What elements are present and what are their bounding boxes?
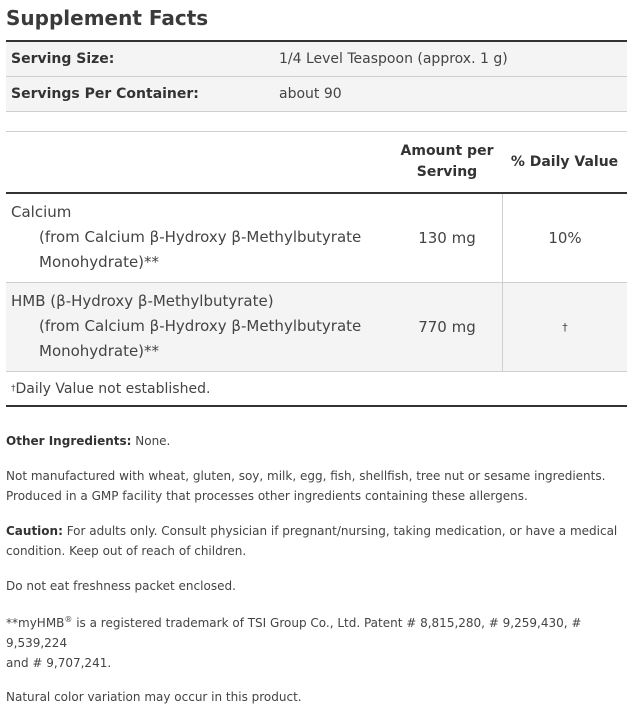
footnote-text: Daily Value not established. xyxy=(15,380,211,397)
daily-value-footnote xyxy=(6,372,627,407)
nutrient-source-line2: Monohydrate)** xyxy=(39,342,160,360)
nutrient-header-blank xyxy=(6,132,392,192)
servings-per-container-row xyxy=(6,77,627,112)
color-variation-note: Natural color variation may occur in this product. xyxy=(6,690,302,704)
allergen-statement xyxy=(6,466,627,506)
servings-per-container-value: about 90 xyxy=(279,86,342,102)
caution-statement xyxy=(6,521,627,561)
amount-per-serving-header xyxy=(392,132,502,192)
caution-line2: condition. Keep out of reach of children. xyxy=(6,544,247,558)
other-ingredients-label: Other Ingredients: xyxy=(6,434,132,448)
trademark-line2: and # 9,707,241. xyxy=(6,656,112,670)
caution-line1: For adults only. Consult physician if pregnant/nursing, taking medication, or have a medical xyxy=(62,524,618,538)
registered-mark: ® xyxy=(64,615,73,624)
other-ingredients xyxy=(6,431,627,451)
nutrient-row-hmb xyxy=(6,283,627,372)
nutrient-source-line2: Monohydrate)** xyxy=(39,253,160,271)
serving-size-value: 1/4 Level Teaspoon (approx. 1 g) xyxy=(279,51,508,67)
trademark-line1: is a registered trademark of TSI Group Co., Ltd. Patent # 8,815,280, # 9,259,430, # 9,539,224 xyxy=(6,616,582,650)
nutrient-source-line1: (from Calcium β-Hydroxy β-Methylbutyrate xyxy=(39,228,362,246)
servings-per-container-label: Servings Per Container: xyxy=(11,86,199,102)
nutrient-name: Calcium xyxy=(11,203,72,221)
section-spacer xyxy=(6,112,627,131)
nutrient-name-cell xyxy=(6,283,392,371)
caution-label: Caution: xyxy=(6,524,63,538)
other-ingredients-value: None. xyxy=(131,434,171,448)
trademark-prefix: **myHMB xyxy=(6,616,65,630)
serving-size-label: Serving Size: xyxy=(11,51,115,67)
serving-size-row xyxy=(6,42,627,77)
nutrient-amount: 130 mg xyxy=(392,194,503,282)
amount-header-line1: Amount per xyxy=(400,143,494,159)
amount-header-line2: Serving xyxy=(416,164,478,180)
supplement-facts-panel xyxy=(6,40,627,407)
trademark-statement xyxy=(6,610,627,673)
nutrient-row-calcium xyxy=(6,194,627,283)
nutrient-name-cell xyxy=(6,194,392,282)
nutrient-daily-value: 10% xyxy=(548,229,582,247)
nutrient-daily-value: † xyxy=(562,320,568,334)
daily-value-header: % Daily Value xyxy=(510,154,619,170)
nutrient-name: HMB (β-Hydroxy β-Methylbutyrate) xyxy=(11,292,274,310)
nutrient-amount: 770 mg xyxy=(392,283,503,371)
dagger-symbol: † xyxy=(11,383,16,394)
freshness-warning: Do not eat freshness packet enclosed. xyxy=(6,579,236,593)
page-title: Supplement Facts xyxy=(6,6,209,30)
nutrient-table-header xyxy=(6,131,627,194)
allergen-line1: Not manufactured with wheat, gluten, soy, milk, egg, fish, shellfish, tree nut or sesame ingredients. xyxy=(6,469,606,483)
nutrient-source-line1: (from Calcium β-Hydroxy β-Methylbutyrate xyxy=(39,317,362,335)
allergen-line2: Produced in a GMP facility that processes other ingredients containing these allergens. xyxy=(6,489,528,503)
